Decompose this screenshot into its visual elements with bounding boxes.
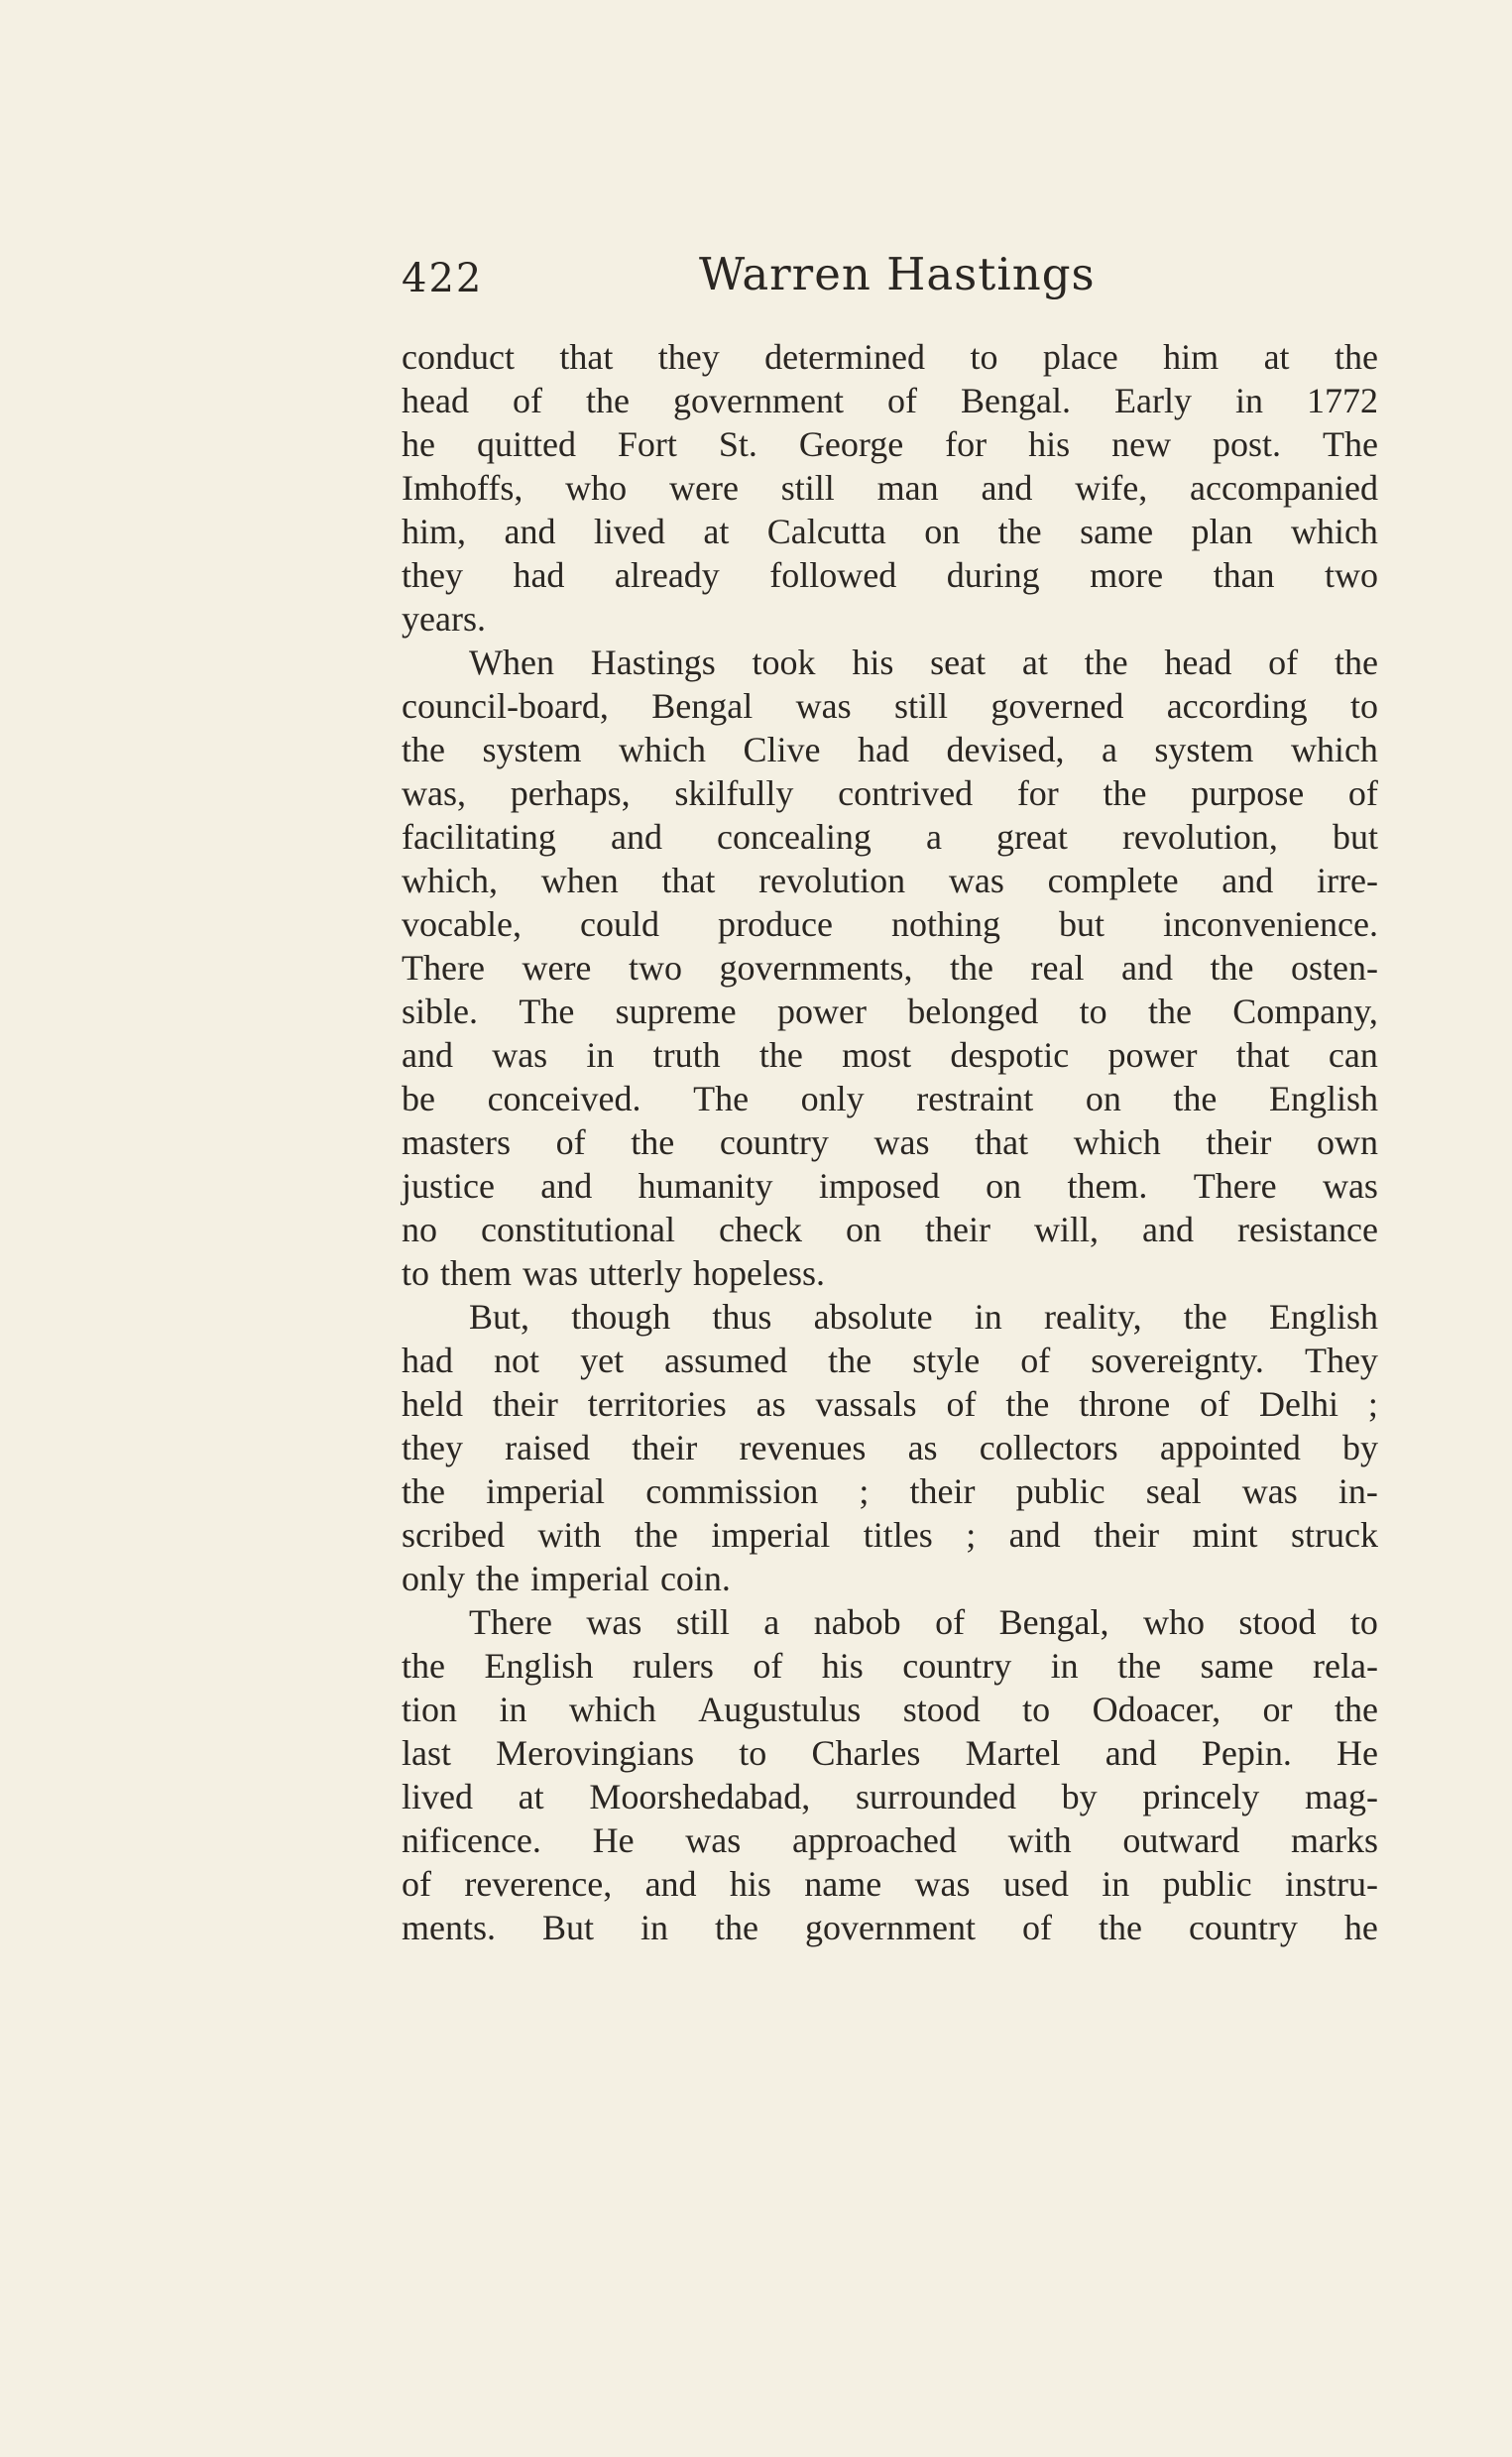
text-line: they raised their revenues as collectors appointed by <box>402 1428 1378 1467</box>
text-line: Imhoffs, who were still man and wife, accompanied <box>402 468 1378 508</box>
text-line: no constitutional check on their will, and resistance <box>402 1210 1378 1249</box>
text-line: facilitating and concealing a great revolution, but <box>402 817 1378 857</box>
page-header <box>402 248 1423 307</box>
text-line: justice and humanity imposed on them. There was <box>402 1166 1378 1206</box>
text-line: masters of the country was that which their own <box>402 1122 1378 1162</box>
text-line: which, when that revolution was complete and irre- <box>402 861 1378 900</box>
text-line: the system which Clive had devised, a system which <box>402 730 1378 769</box>
text-line: they had already followed during more than two <box>402 555 1378 595</box>
text-line: But, though thus absolute in reality, the English <box>469 1297 1378 1337</box>
text-line: and was in truth the most despotic power that can <box>402 1035 1378 1075</box>
text-line: the English rulers of his country in the same rela- <box>402 1646 1378 1686</box>
text-line: held their territories as vassals of the throne of Delhi ; <box>402 1384 1378 1424</box>
text-line: him, and lived at Calcutta on the same plan which <box>402 512 1378 551</box>
text-line: only the imperial coin. <box>402 1559 731 1598</box>
text-line: was, perhaps, skilfully contrived for the purpose of <box>402 773 1378 813</box>
running-title: Warren Hastings <box>699 248 1096 300</box>
text-line: ments. But in the government of the country he <box>402 1908 1378 1947</box>
text-line: There was still a nabob of Bengal, who stood to <box>469 1602 1378 1642</box>
text-line: vocable, could produce nothing but inconvenience. <box>402 904 1378 944</box>
text-line: scribed with the imperial titles ; and their mint struck <box>402 1515 1378 1555</box>
text-line: When Hastings took his seat at the head of the <box>469 643 1378 682</box>
text-line: There were two governments, the real and the osten- <box>402 948 1378 988</box>
body-text <box>402 335 1378 1949</box>
text-line: the imperial commission ; their public seal was in- <box>402 1471 1378 1511</box>
text-line: years. <box>402 599 486 639</box>
text-line: had not yet assumed the style of sovereignty. They <box>402 1341 1378 1380</box>
text-line: of reverence, and his name was used in public instru- <box>402 1864 1378 1904</box>
text-line: he quitted Fort St. George for his new post. The <box>402 424 1378 464</box>
text-line: lived at Moorshedabad, surrounded by princely mag- <box>402 1777 1378 1816</box>
text-line: nificence. He was approached with outward marks <box>402 1820 1378 1860</box>
text-line: last Merovingians to Charles Martel and Pepin. He <box>402 1733 1378 1773</box>
text-line: conduct that they determined to place him at the <box>402 337 1378 377</box>
text-line: head of the government of Bengal. Early in 1772 <box>402 381 1378 420</box>
text-line: council-board, Bengal was still governed according to <box>402 686 1378 726</box>
text-line: be conceived. The only restraint on the English <box>402 1079 1378 1118</box>
text-line: sible. The supreme power belonged to the Company, <box>402 992 1378 1031</box>
text-line: to them was utterly hopeless. <box>402 1253 825 1293</box>
page-number: 422 <box>402 256 484 301</box>
text-line: tion in which Augustulus stood to Odoacer, or the <box>402 1690 1378 1729</box>
